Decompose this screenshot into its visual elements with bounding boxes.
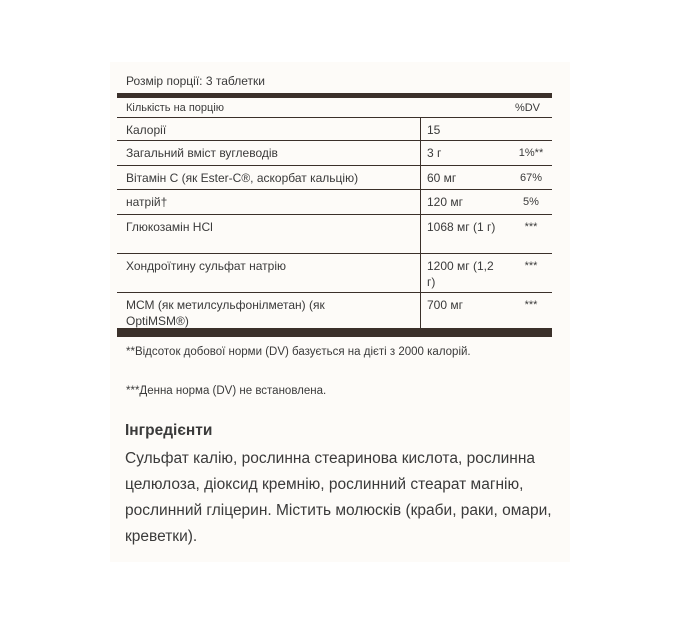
nutrient-name: МСМ (як метилсульфонілметан) (як OptiMSM®)	[126, 298, 325, 328]
table-row	[117, 214, 552, 253]
table-row	[117, 253, 552, 292]
nutrient-name: Калорії	[126, 123, 167, 137]
column-divider	[420, 141, 421, 165]
nutrient-table	[117, 117, 552, 335]
serving-size: Розмір порції: 3 таблетки	[126, 74, 265, 88]
nutrient-amount: 60 мг	[427, 171, 457, 185]
table-row	[117, 117, 552, 140]
column-divider	[420, 166, 421, 189]
nutrient-amount: 15	[427, 123, 441, 137]
nutrient-name: Хондроїтину сульфат натрію	[126, 259, 286, 273]
amount-per-serving-label: Кількість на порцію	[126, 102, 225, 114]
nutrient-dv: ***	[524, 221, 538, 233]
nutrient-name: натрій†	[126, 195, 168, 209]
dv-header: %DV	[514, 102, 540, 114]
nutrient-dv: ***	[524, 299, 538, 311]
nutrient-amount: 1068 мг (1 г)	[427, 220, 496, 234]
footnote-dv-not-established: ***Денна норма (DV) не встановлена.	[126, 385, 327, 397]
bottom-divider-bar	[117, 328, 552, 337]
table-header	[126, 102, 544, 114]
column-divider	[420, 215, 421, 253]
nutrient-dv: 5%	[523, 196, 539, 208]
nutrient-name: Вітамін С (як Ester-C®, аскорбат кальцію)	[126, 171, 359, 185]
ingredients-title: Інгредієнти	[125, 422, 213, 439]
nutrient-dv: ***	[524, 260, 538, 272]
table-row	[117, 189, 552, 214]
nutrient-amount: 700 мг	[427, 298, 463, 312]
column-divider	[420, 190, 421, 214]
nutrient-amount: 1200 мг (1,2 г)	[427, 259, 494, 289]
column-divider	[420, 118, 421, 140]
nutrient-dv: 67%	[519, 172, 543, 184]
nutrient-amount: 120 мг	[427, 195, 463, 209]
nutrient-name: Загальний вміст вуглеводів	[126, 146, 278, 160]
nutrient-name: Глюкозамін HCl	[126, 220, 213, 234]
footnote-dv-basis: **Відсоток добової норми (DV) базується на дієті з 2000 калорій.	[126, 346, 471, 358]
table-row	[117, 165, 552, 189]
top-divider-bar	[117, 93, 552, 98]
column-divider	[420, 254, 421, 292]
nutrient-amount: 3 г	[427, 146, 442, 160]
ingredients-text: Сульфат калію, рослинна стеаринова кислота, рослинна целюлоза, діоксид кремнію, рослинний стеарат магнію, рослинний гліцерин. Містить молюсків (краби, раки, омари, креветки).	[125, 450, 552, 545]
table-row	[117, 140, 552, 165]
nutrient-dv: 1%**	[518, 147, 544, 159]
